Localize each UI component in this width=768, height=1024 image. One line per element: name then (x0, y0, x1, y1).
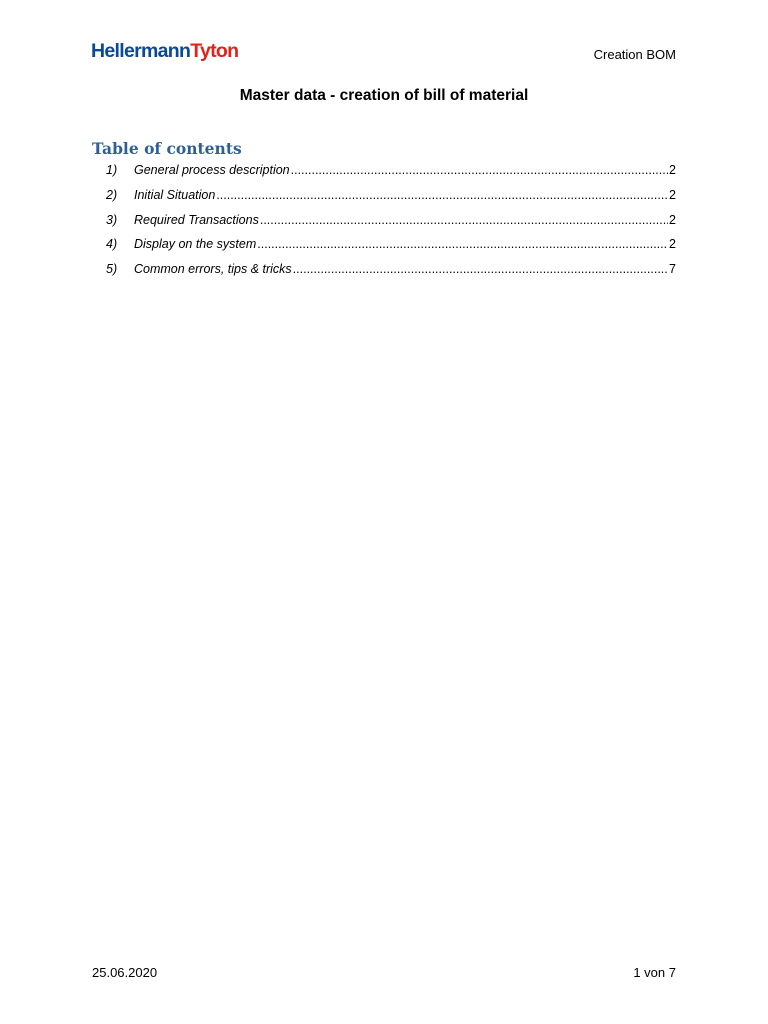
table-of-contents (106, 160, 676, 284)
toc-entry-page: 2 (669, 163, 676, 177)
toc-dot-leader (293, 259, 668, 279)
company-logo (91, 39, 238, 63)
toc-entry-number: 5) (106, 262, 118, 276)
toc-entry-common-errors[interactable] (106, 259, 676, 284)
toc-entry-page: 2 (669, 187, 676, 202)
toc-entry-general-process[interactable] (106, 160, 676, 185)
toc-entry-number: 1) (106, 163, 118, 177)
toc-entry-page: 2 (669, 237, 676, 252)
header-document-label: Creation BOM (593, 47, 676, 62)
logo-text-tyton: Tyton (190, 40, 239, 62)
footer-page-number: 1 von 7 (633, 965, 676, 980)
toc-entry-display-on-system[interactable] (106, 234, 676, 259)
toc-entry-number: 4) (106, 237, 118, 252)
toc-entry-title: Required Transactions (134, 212, 259, 227)
toc-entry-title: Initial Situation (134, 187, 216, 202)
toc-dot-leader (257, 234, 668, 254)
toc-entry-title: General process description (134, 163, 290, 177)
document-title: Master data - creation of bill of material (239, 87, 529, 104)
footer-date: 25.06.2020 (92, 965, 158, 980)
toc-entry-page: 2 (669, 212, 676, 227)
toc-dot-leader (216, 185, 668, 205)
toc-dot-leader (260, 210, 668, 230)
toc-entry-title: Display on the system (134, 237, 257, 252)
toc-entry-number: 3) (106, 212, 118, 227)
toc-dot-leader (291, 160, 668, 180)
toc-heading: Table of contents (92, 139, 242, 158)
logo-text-hellermann: Hellermann (91, 40, 191, 62)
toc-entry-required-transactions[interactable] (106, 210, 676, 235)
toc-entry-number: 2) (106, 187, 118, 202)
toc-entry-initial-situation[interactable] (106, 185, 676, 210)
toc-entry-title: Common errors, tips & tricks (134, 262, 292, 276)
toc-entry-page: 7 (669, 262, 676, 276)
